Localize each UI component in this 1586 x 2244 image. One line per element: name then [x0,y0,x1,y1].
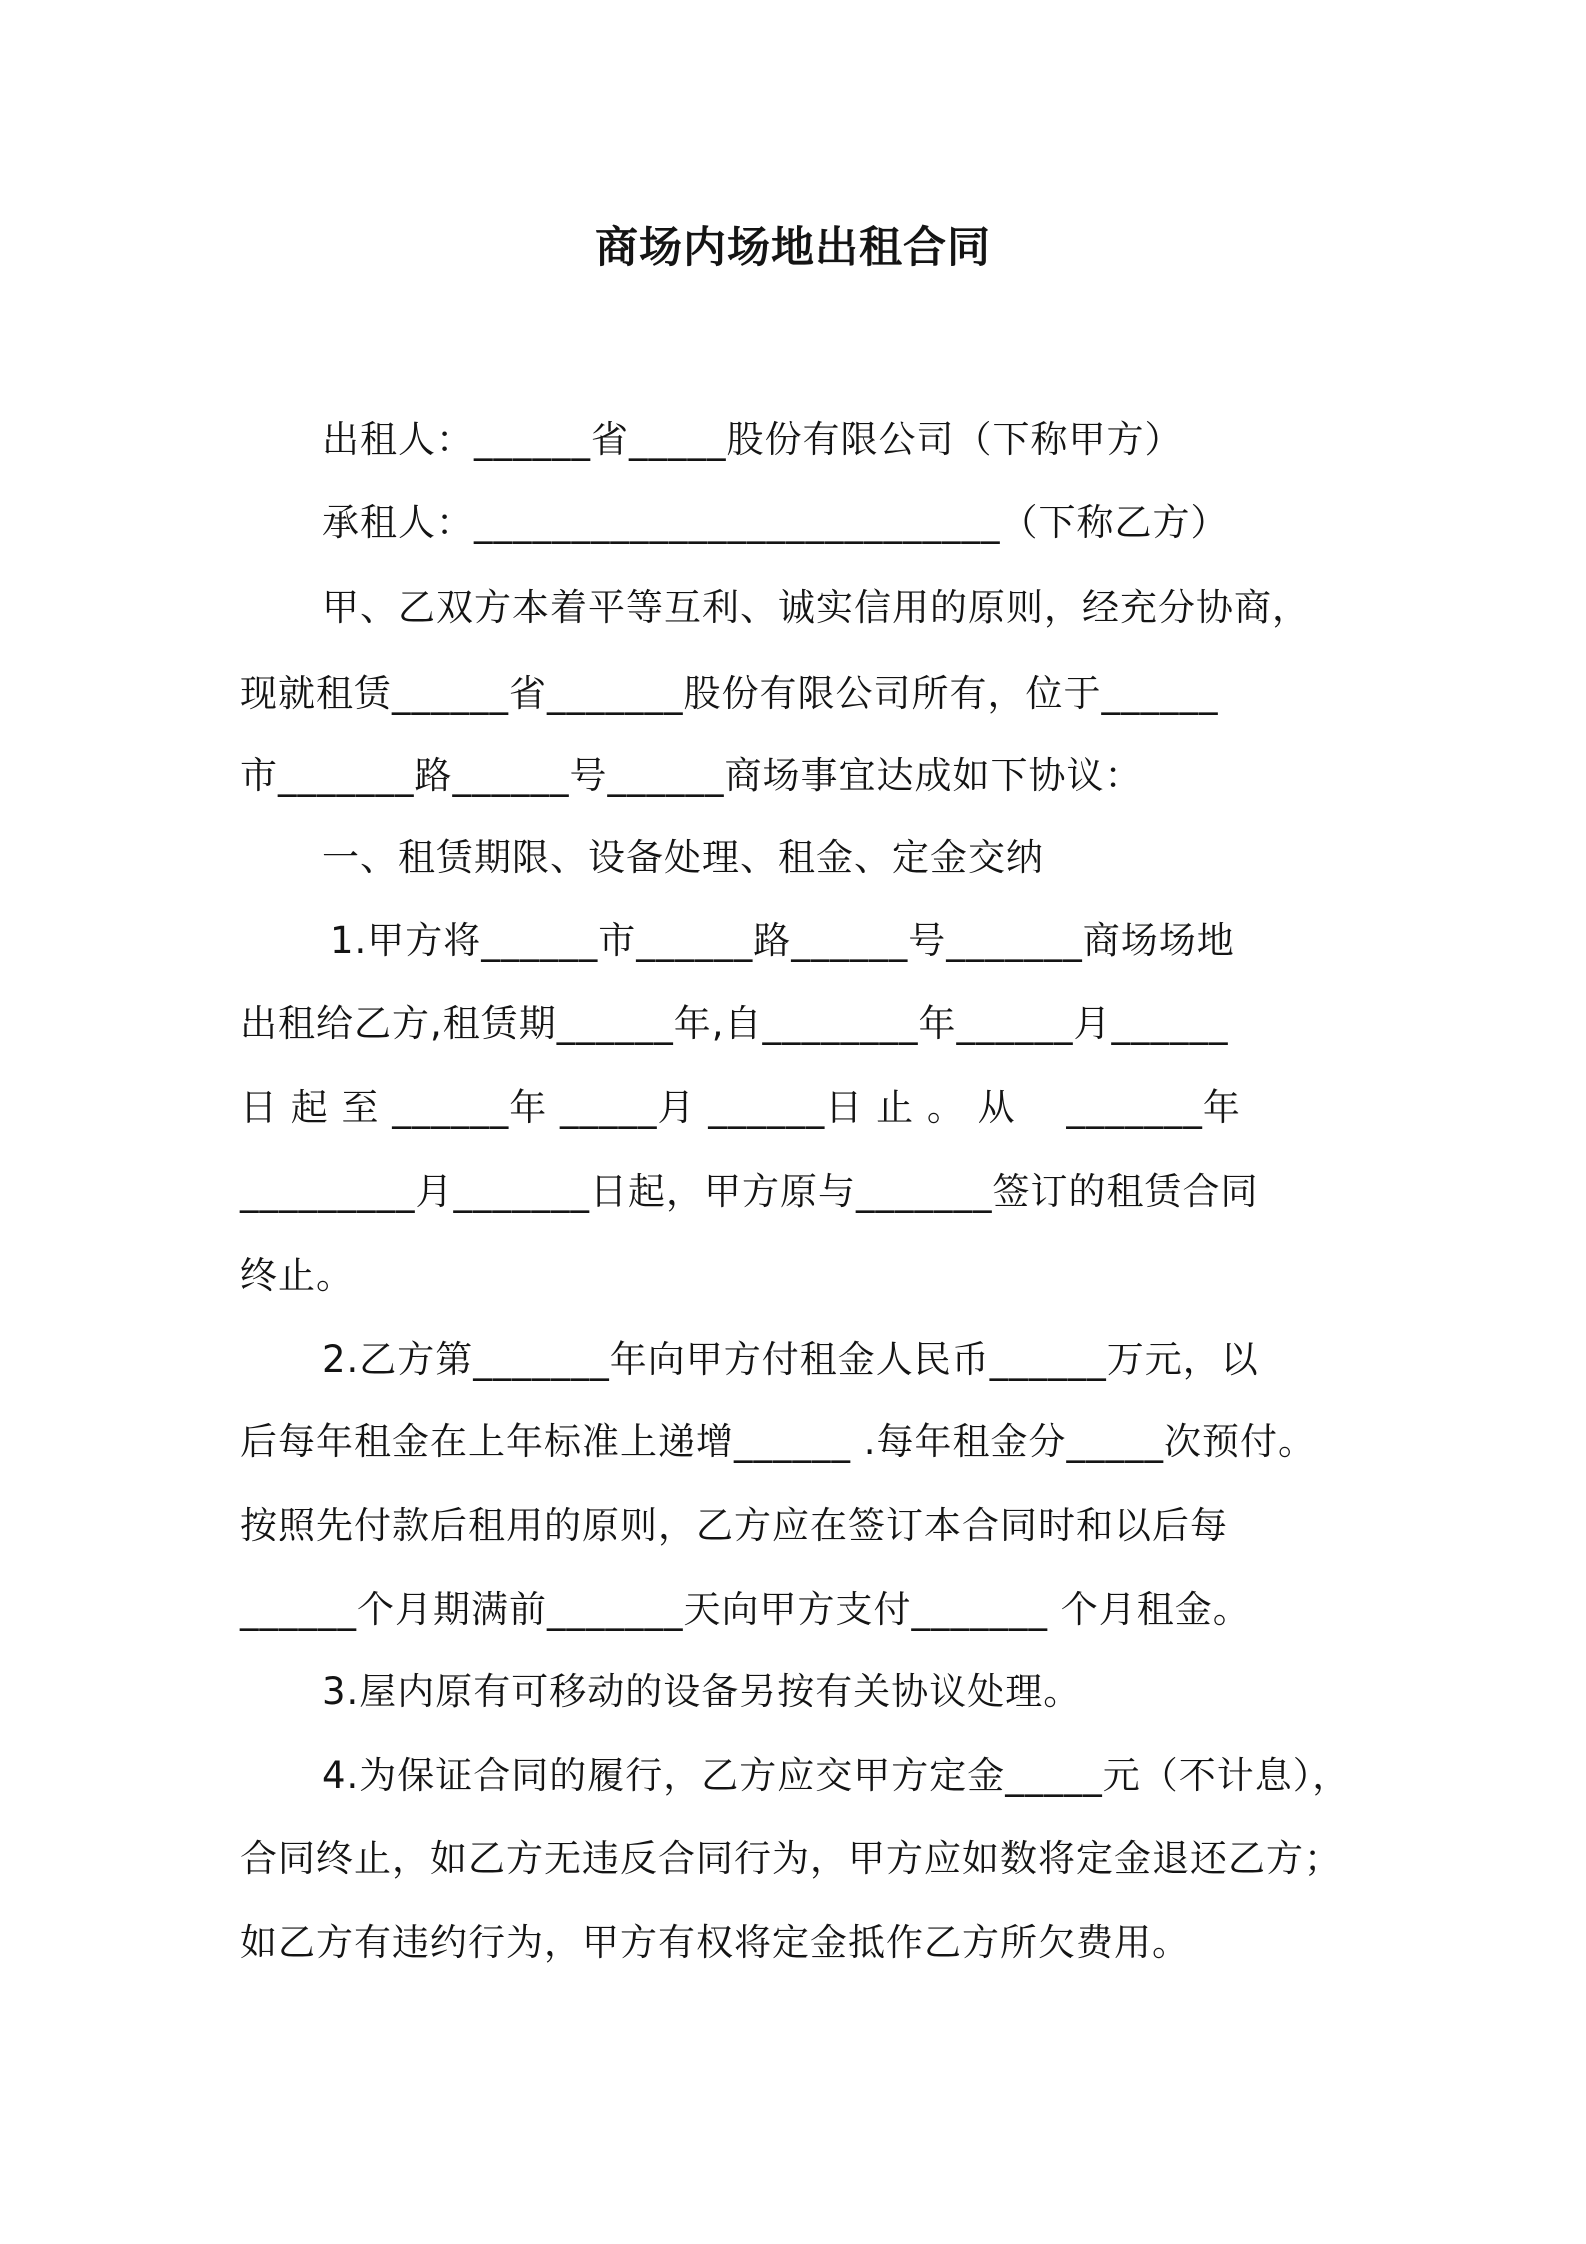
clause-4-line-1: 4.为保证合同的履行，乙方应交甲方定金_____元（不计息）， [322,1754,1351,1797]
clause-3-line-1: 3.屋内原有可移动的设备另按有关协议处理。 [322,1670,1082,1713]
clause-2-line-1: 2.乙方第_______年向甲方付租金人民币______万元，以 [322,1338,1259,1381]
preamble-line-1: 甲、乙双方本着平等互利、诚实信用的原则，经充分协商， [322,586,1310,629]
document-title: 商场内场地出租合同 [595,223,991,273]
lessee-line: 承租人：___________________________（下称乙方） [322,501,1229,544]
clause-4-line-2: 合同终止，如乙方无违反合同行为，甲方应如数将定金退还乙方； [240,1837,1342,1880]
clause-1-line-4: _________月_______日起，甲方原与_______签订的租赁合同 [240,1170,1259,1213]
clause-4-line-3: 如乙方有违约行为，甲方有权将定金抵作乙方所欠费用。 [240,1921,1190,1964]
clause-1-line-3: 日 起 至 ______年 _____月 ______日 止 。 从 _______年 [240,1086,1241,1129]
clause-2-line-3: 按照先付款后租用的原则，乙方应在签订本合同时和以后每 [240,1504,1228,1547]
preamble-line-3: 市_______路______号______商场事宜达成如下协议： [240,754,1143,797]
clause-1-line-1: 1.甲方将______市______路______号_______商场场地 [330,919,1235,962]
clause-1-line-2: 出租给乙方,租赁期______年,自________年______月______ [240,1002,1229,1045]
clause-2-line-4: ______个月期满前_______天向甲方支付_______ 个月租金。 [240,1588,1251,1631]
clause-2-line-2: 后每年租金在上年标准上递增______ .每年租金分_____次预付。 [240,1420,1317,1463]
preamble-line-2: 现就租赁______省_______股份有限公司所有，位于______ [240,672,1219,715]
lessor-line: 出租人：______省_____股份有限公司（下称甲方） [322,418,1183,461]
clause-1-line-5: 终止。 [240,1254,354,1297]
section-heading-1: 一、租赁期限、设备处理、租金、定金交纳 [322,836,1044,879]
